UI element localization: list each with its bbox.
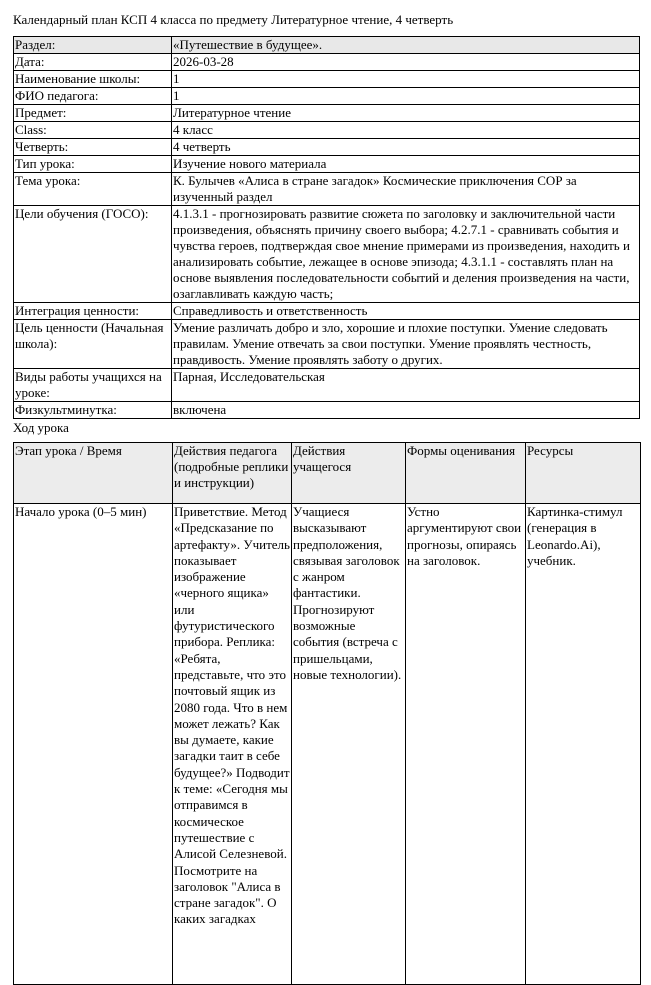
info-row: [14, 105, 640, 122]
header-student-actions: Действия учащегося: [292, 443, 406, 504]
info-label: Виды работы учащихся на уроке:: [14, 369, 172, 402]
info-value: Парная, Исследовательская: [172, 369, 640, 402]
info-value: Изучение нового материала: [172, 156, 640, 173]
header-assessment: Формы оценивания: [406, 443, 526, 504]
info-label: Наименование школы:: [14, 71, 172, 88]
info-value: 1: [172, 88, 640, 105]
header-teacher-actions: Действия педагога (подробные реплики и инструкции): [173, 443, 292, 504]
assessment-cell: Устно аргументируют свои прогнозы, опираясь на заголовок.: [406, 504, 526, 985]
student-actions-cell: Учащиеся высказывают предположения, связывая заголовок с жанром фантастики. Прогнозируют возможные события (встреча с пришельцами, новые технологии).: [292, 504, 406, 985]
teacher-actions-cell: Приветствие. Метод «Предсказание по артефакту». Учитель показывает изображение «черного ящика» или футуристического прибора. Реплика: «Ребята, представьте, что это почтовый ящик из 2080 года. Что в нем может лежать? Как вы думаете, какие загадки таит в себе будущее?» Подводит к теме: «Сегодня мы отправимся в космическое путешествие с Алисой Селезневой. Посмотрите на заголовок "Алиса в стране загадок". О каких загадках: [173, 504, 292, 985]
info-label: Раздел:: [14, 37, 172, 54]
info-label: Предмет:: [14, 105, 172, 122]
stage-cell: Начало урока (0–5 мин): [14, 504, 173, 985]
info-label: Тема урока:: [14, 173, 172, 206]
info-row: [14, 37, 640, 54]
info-value: Литературное чтение: [172, 105, 640, 122]
info-value: Справедливость и ответственность: [172, 303, 640, 320]
resources-cell: Картинка-стимул (генерация в Leonardo.Ai), учебник.: [526, 504, 641, 985]
info-value: 2026-03-28: [172, 54, 640, 71]
lesson-plan-page: [13, 12, 640, 985]
info-row: [14, 156, 640, 173]
lesson-info-table: [13, 36, 640, 419]
info-row: [14, 206, 640, 303]
info-row: [14, 320, 640, 369]
info-value: 4 класс: [172, 122, 640, 139]
info-label: Четверть:: [14, 139, 172, 156]
info-label: Цели обучения (ГОСО):: [14, 206, 172, 303]
info-row: [14, 369, 640, 402]
info-row: [14, 303, 640, 320]
info-value: К. Булычев «Алиса в стране загадок» Космические приключения СОР за изученный раздел: [172, 173, 640, 206]
info-label: Цель ценности (Начальная школа):: [14, 320, 172, 369]
info-label: ФИО педагога:: [14, 88, 172, 105]
info-label: Дата:: [14, 54, 172, 71]
info-value: включена: [172, 402, 640, 419]
info-row: [14, 54, 640, 71]
info-row: [14, 139, 640, 156]
info-row: [14, 122, 640, 139]
info-row: [14, 402, 640, 419]
info-value: Умение различать добро и зло, хорошие и плохие поступки. Умение следовать правилам. Умение отвечать за свои поступки. Умение проявлять честность, правдивость. Умение проявлять заботу о других.: [172, 320, 640, 369]
info-value: 4.1.3.1 - прогнозировать развитие сюжета по заголовку и заключительной части произведения, объяснять причину своего выбора; 4.2.7.1 - сравнивать события и чувства героев, подтверждая свое мнение примерами из произведения, находить и анализировать событие, лежащее в основе эпизода; 4.3.1.1 - составлять план на основе выявления последовательности событий и деления произведения на части, озаглавливать каждую часть;: [172, 206, 640, 303]
info-value: 4 четверть: [172, 139, 640, 156]
document-title: Календарный план КСП 4 класса по предмету Литературное чтение, 4 четверть: [13, 12, 454, 27]
info-label: Интеграция ценности:: [14, 303, 172, 320]
info-label: Class:: [14, 122, 172, 139]
info-value: «Путешествие в будущее».: [172, 37, 640, 54]
info-row: [14, 173, 640, 206]
info-label: Физкультминутка:: [14, 402, 172, 419]
info-value: 1: [172, 71, 640, 88]
lesson-flow-table: [13, 442, 641, 985]
info-label: Тип урока:: [14, 156, 172, 173]
info-row: [14, 71, 640, 88]
lesson-row: [14, 504, 641, 985]
header-resources: Ресурсы: [526, 443, 641, 504]
section-label: Ход урока: [13, 420, 69, 435]
header-stage: Этап урока / Время: [14, 443, 173, 504]
info-row: [14, 88, 640, 105]
lesson-header-row: [14, 443, 641, 504]
